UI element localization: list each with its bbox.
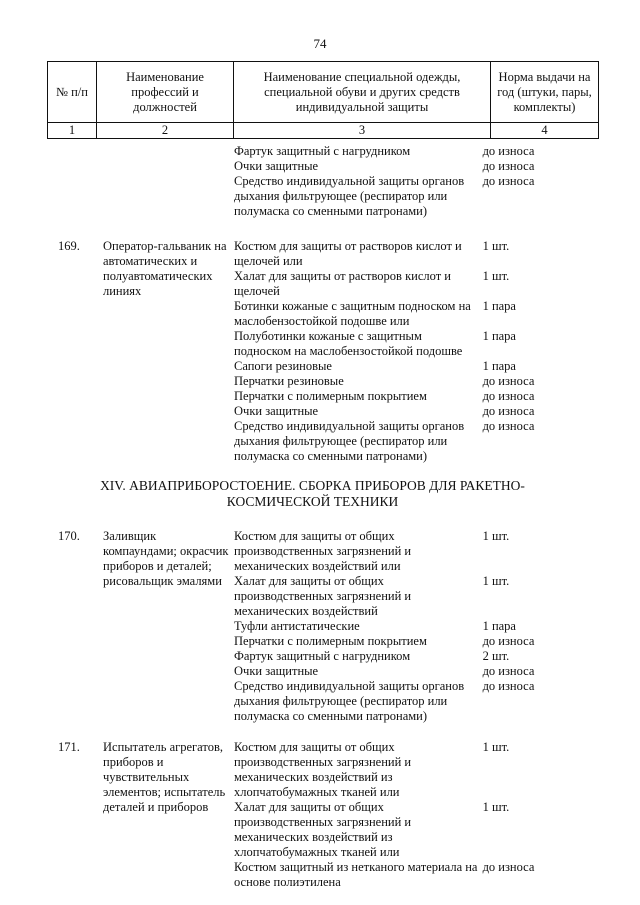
item-list (234, 740, 578, 890)
table-row (47, 529, 578, 724)
item-name: Костюм для защиты от общих производственных загрязнений и механических воздействий или (234, 529, 412, 573)
table-header (47, 61, 599, 139)
profession-name: Заливщик компаундами; окрасчик приборов и деталей; рисовальщик эмалями (103, 529, 229, 588)
item-name: Халат для защиты от общих производственных загрязнений и механических воздействий (234, 574, 412, 618)
list-item (234, 664, 578, 679)
item-norm: до износа (482, 419, 535, 433)
list-item (234, 574, 578, 619)
list-item (234, 144, 578, 159)
list-item (234, 740, 578, 800)
item-list (234, 529, 578, 724)
item-norm: 1 пара (482, 619, 516, 633)
row-number: 171. (58, 740, 80, 754)
item-norm: до износа (482, 404, 535, 418)
list-item (234, 529, 578, 574)
item-name: Ботинки кожаные с защитным подноском на маслобензостойкой подошве или (234, 299, 471, 328)
header-col-equipment: Наименование специальной одежды, специальной обуви и других средств индивидуальной защиты (234, 62, 491, 123)
item-name: Фартук защитный с нагрудником (234, 649, 411, 663)
item-norm: 1 шт. (482, 239, 510, 253)
item-norm: до износа (482, 860, 535, 874)
item-name: Очки защитные (234, 159, 319, 173)
item-norm: до износа (482, 374, 535, 388)
continuation-row (47, 144, 578, 219)
item-norm: до износа (482, 174, 535, 188)
row-number: 170. (58, 529, 80, 543)
item-norm: 1 пара (482, 299, 516, 313)
list-item (234, 649, 578, 664)
item-norm: 1 шт. (482, 529, 510, 543)
item-norm: 1 шт. (482, 269, 510, 283)
item-name: Полуботинки кожаные с защитным подноском на маслобензостойкой подошве (234, 329, 463, 358)
item-norm: до износа (482, 389, 535, 403)
item-name: Халат для защиты от общих производственных загрязнений и механических воздействий из хлопчатобумажных тканей или (234, 800, 412, 859)
item-norm: 1 шт. (482, 800, 510, 814)
table-body (47, 144, 578, 890)
list-item (234, 619, 578, 634)
row-number: 169. (58, 239, 80, 253)
item-name: Очки защитные (234, 404, 319, 418)
profession-name: Оператор-гальваник на автоматических и полуавтоматических линиях (103, 239, 227, 298)
item-name: Перчатки с полимерным покрытием (234, 389, 427, 403)
list-item (234, 634, 578, 649)
item-norm: до износа (482, 159, 535, 173)
list-item (234, 299, 578, 329)
page-number: 74 (313, 36, 327, 51)
list-item (234, 800, 578, 860)
list-item (234, 419, 578, 464)
item-norm: 1 пара (482, 359, 516, 373)
list-item (234, 860, 578, 890)
item-name: Перчатки с полимерным покрытием (234, 634, 427, 648)
table-row (47, 740, 578, 890)
item-name: Средство индивидуальной защиты органов дыхания фильтрующее (респиратор или полумаска со сменными патронами) (234, 419, 465, 463)
list-item (234, 389, 578, 404)
item-norm: до износа (482, 144, 535, 158)
header-col-norm: Норма выдачи на год (штуки, пары, комплекты) (491, 62, 599, 123)
item-norm: 1 шт. (482, 740, 510, 754)
header-col-number: № п/п (48, 62, 97, 123)
item-name: Средство индивидуальной защиты органов дыхания фильтрующее (респиратор или полумаска со сменными патронами) (234, 679, 465, 723)
item-name: Сапоги резиновые (234, 359, 332, 373)
header-index-1: 1 (48, 123, 97, 139)
item-norm: до износа (482, 664, 535, 678)
header-index-2: 2 (97, 123, 234, 139)
table-row (47, 239, 578, 464)
item-name: Костюм защитный из нетканого материала на основе полиэтилена (234, 860, 478, 889)
item-norm: 1 шт. (482, 574, 510, 588)
item-norm: 2 шт. (482, 649, 510, 663)
list-item (234, 329, 578, 359)
list-item (234, 359, 578, 374)
list-item (234, 174, 578, 219)
profession-name: Испытатель агрегатов, приборов и чувствительных элементов; испытатель деталей и приборов (103, 740, 226, 814)
item-norm: до износа (482, 634, 535, 648)
list-item (234, 404, 578, 419)
item-name: Костюм для защиты от общих производственных загрязнений и механических воздействий из хлопчатобумажных тканей или (234, 740, 412, 799)
item-name: Фартук защитный с нагрудником (234, 144, 411, 158)
item-norm: 1 пара (482, 329, 516, 343)
item-name: Халат для защиты от растворов кислот и щелочей (234, 269, 451, 298)
item-name: Очки защитные (234, 664, 319, 678)
header-col-profession: Наименование профессий и должностей (97, 62, 234, 123)
header-index-4: 4 (491, 123, 599, 139)
list-item (234, 374, 578, 389)
section-title: XIV. АВИАПРИБОРОСТОЕНИЕ. СБОРКА ПРИБОРОВ ДЛЯ РАКЕТНО-КОСМИЧЕСКОЙ ТЕХНИКИ (100, 478, 525, 509)
list-item (234, 679, 578, 724)
list-item (234, 159, 578, 174)
item-name: Перчатки резиновые (234, 374, 344, 388)
list-item (234, 239, 578, 269)
item-list (234, 239, 578, 464)
list-item (234, 269, 578, 299)
item-name: Костюм для защиты от растворов кислот и щелочей или (234, 239, 462, 268)
item-list (234, 144, 578, 219)
item-name: Туфли антистатические (234, 619, 360, 633)
item-name: Средство индивидуальной защиты органов дыхания фильтрующее (респиратор или полумаска со сменными патронами) (234, 174, 465, 218)
header-index-3: 3 (234, 123, 491, 139)
item-norm: до износа (482, 679, 535, 693)
